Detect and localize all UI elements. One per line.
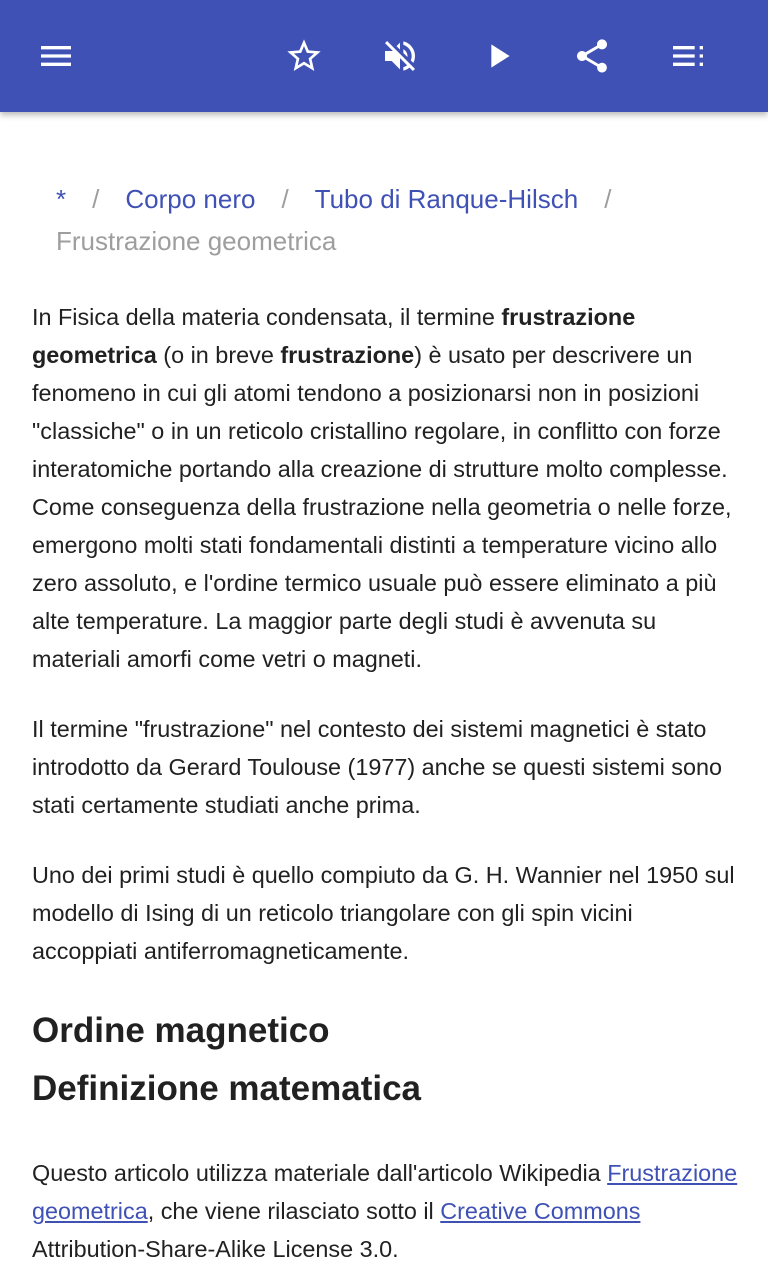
- paragraph-text: ) è usato per descrivere un fenomeno in cui gli atomi tendono a posizionarsi non in posizioni "classiche" o in un reticolo cristallino regolare, in conflitto con forze interatomiche portando alla creazione di strutture molto complesse. Come conseguenza della frustrazione nella geometria o nelle forze, emergono molti stati fondamentali distinti a temperature vicino allo zero assoluto, e l'ordine termico usuale può essere eliminato a più alte temperature. La maggior parte degli studi è avvenuta su materiali amorfi come vetri o magneti.: [32, 342, 732, 672]
- license-link[interactable]: Creative Commons: [440, 1198, 641, 1224]
- breadcrumb-separator: /: [92, 184, 100, 214]
- page-content: [0, 112, 768, 1280]
- history-paragraph: Il termine "frustrazione" nel contesto dei sistemi magnetici è stato introdotto da Gerard Toulouse (1977) anche se questi sistemi sono stati certamente studiati anche prima.: [32, 716, 722, 818]
- article-body: [32, 298, 738, 1280]
- wikipedia-article-link[interactable]: Frustrazione geometrica: [32, 1160, 738, 1224]
- share-button[interactable]: [564, 28, 620, 84]
- star-outline-icon: [284, 36, 324, 76]
- share-icon: [572, 36, 612, 76]
- breadcrumb-separator: /: [604, 184, 612, 214]
- menu-icon: [36, 36, 76, 76]
- bold-term: frustrazione geometrica: [32, 304, 636, 368]
- breadcrumb-tubo-link[interactable]: Tubo di Ranque-Hilsch: [314, 184, 579, 214]
- bookmark-button[interactable]: [276, 28, 332, 84]
- paragraph-text: , che viene rilasciato sotto il: [147, 1198, 441, 1224]
- breadcrumb-home-link[interactable]: *: [56, 184, 67, 214]
- volume-off-icon: [380, 36, 420, 76]
- bold-term: frustrazione: [280, 342, 415, 368]
- paragraph-text: In Fisica della materia condensata, il termine: [32, 304, 502, 330]
- wannier-paragraph: Uno dei primi studi è quello compiuto da G. H. Wannier nel 1950 sul modello di Ising di un reticolo triangolare con gli spin vicini accoppiati antiferromagneticamente.: [32, 862, 735, 964]
- attribution-paragraph: [32, 1154, 738, 1268]
- playlist-icon: [668, 36, 708, 76]
- breadcrumb-corpo-nero-link[interactable]: Corpo nero: [125, 184, 256, 214]
- breadcrumb-current: Frustrazione geometrica: [56, 226, 337, 256]
- app-toolbar: [0, 0, 768, 112]
- paragraph-text: Questo articolo utilizza materiale dall'articolo Wikipedia: [32, 1160, 608, 1186]
- paragraph-text: (o in breve: [156, 342, 281, 368]
- section-heading-magnetic-order: Ordine magnetico: [32, 1011, 330, 1050]
- intro-paragraph: [32, 298, 738, 678]
- play-icon: [478, 36, 518, 76]
- menu-button[interactable]: [28, 28, 84, 84]
- mute-button[interactable]: [372, 28, 428, 84]
- breadcrumb: [56, 178, 716, 262]
- contents-button[interactable]: [660, 28, 716, 84]
- section-heading-math-definition: Definizione matematica: [32, 1069, 421, 1108]
- breadcrumb-separator: /: [281, 184, 289, 214]
- paragraph-text: Attribution-Share-Alike License 3.0.: [32, 1236, 399, 1262]
- play-button[interactable]: [470, 28, 526, 84]
